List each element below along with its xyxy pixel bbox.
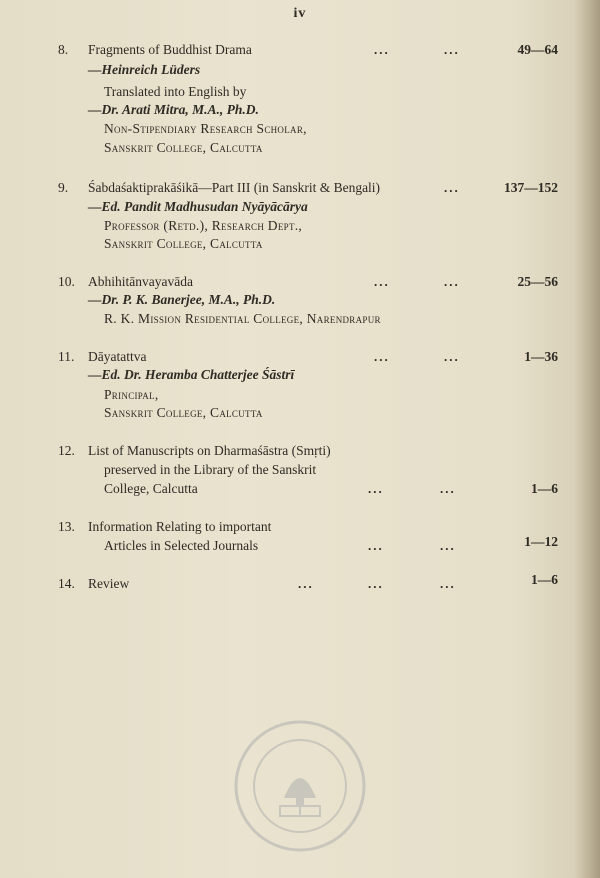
leader-dots: ... xyxy=(444,349,460,364)
leader-dots: ... xyxy=(440,481,456,496)
entry-title: Śabdaśaktiprakāśikā—Part III (in Sanskrit & Bengali) xyxy=(88,180,381,195)
leader-dots: ... xyxy=(440,538,456,553)
entry-affiliation: Sanskrit College, Calcutta xyxy=(104,405,263,420)
entry-title: List of Manuscripts on Dharmaśāstra (Smṛti) xyxy=(88,443,331,458)
entry-editor: —Ed. Pandit Madhusudan Nyāyācārya xyxy=(88,199,308,214)
page-range: 1—36 xyxy=(524,349,558,364)
page-range: 49—64 xyxy=(517,42,558,57)
page-range: 1—6 xyxy=(531,572,558,587)
entry-author: —Dr. P. K. Banerjee, M.A., Ph.D. xyxy=(88,292,276,307)
leader-dots: ... xyxy=(374,349,390,364)
entry-affiliation: R. K. Mission Residential College, Narendrapur xyxy=(104,311,381,326)
entry-number: 11. xyxy=(58,349,75,364)
page-range: 1—6 xyxy=(531,481,558,496)
entry-affiliation: Principal, xyxy=(104,387,159,402)
leader-dots: ... xyxy=(440,576,456,591)
page-binding-shadow xyxy=(574,0,600,878)
entry-title: Fragments of Buddhist Drama xyxy=(88,42,252,57)
entry-note: Translated into English by xyxy=(104,84,247,99)
leader-dots: ... xyxy=(374,42,390,57)
entry-title: Dāyatattva xyxy=(88,349,147,364)
leader-dots: ... xyxy=(368,576,384,591)
entry-author: —Heinreich Lüders xyxy=(88,62,201,77)
entry-affiliation: Professor (Retd.), Research Dept., xyxy=(104,218,303,233)
entry-affiliation: Non-Stipendiary Research Scholar, xyxy=(104,121,307,136)
entry-title: Information Relating to important xyxy=(88,519,272,534)
entry-number: 8. xyxy=(58,42,69,57)
leader-dots: ... xyxy=(374,274,390,289)
entry-title-continued: College, Calcutta xyxy=(104,481,198,496)
entry-translator: —Dr. Arati Mitra, M.A., Ph.D. xyxy=(88,102,259,117)
leader-dots: ... xyxy=(444,180,460,195)
entry-title: Abhihitānvayavāda xyxy=(88,274,193,289)
entry-number: 9. xyxy=(58,180,69,195)
leader-dots: ... xyxy=(444,42,460,57)
library-stamp-icon xyxy=(232,718,368,854)
leader-dots: ... xyxy=(368,538,384,553)
leader-dots: ... xyxy=(298,576,314,591)
page-number: iv xyxy=(293,6,307,21)
entry-affiliation: Sanskrit College, Calcutta xyxy=(104,140,263,155)
leader-dots: ... xyxy=(368,481,384,496)
page-range: 25—56 xyxy=(517,274,558,289)
entry-title-continued: preserved in the Library of the Sanskrit xyxy=(104,462,317,477)
entry-number: 12. xyxy=(58,443,75,458)
entry-title: Review xyxy=(88,576,130,591)
entry-number: 14. xyxy=(58,576,75,591)
entry-number: 13. xyxy=(58,519,75,534)
entry-editor: —Ed. Dr. Heramba Chatterjee Śāstrī xyxy=(88,367,295,382)
page-range: 137—152 xyxy=(504,180,558,195)
entry-number: 10. xyxy=(58,274,75,289)
page-range: 1—12 xyxy=(524,534,558,549)
leader-dots: ... xyxy=(444,274,460,289)
entry-title-continued: Articles in Selected Journals xyxy=(104,538,259,553)
entry-affiliation: Sanskrit College, Calcutta xyxy=(104,236,263,251)
